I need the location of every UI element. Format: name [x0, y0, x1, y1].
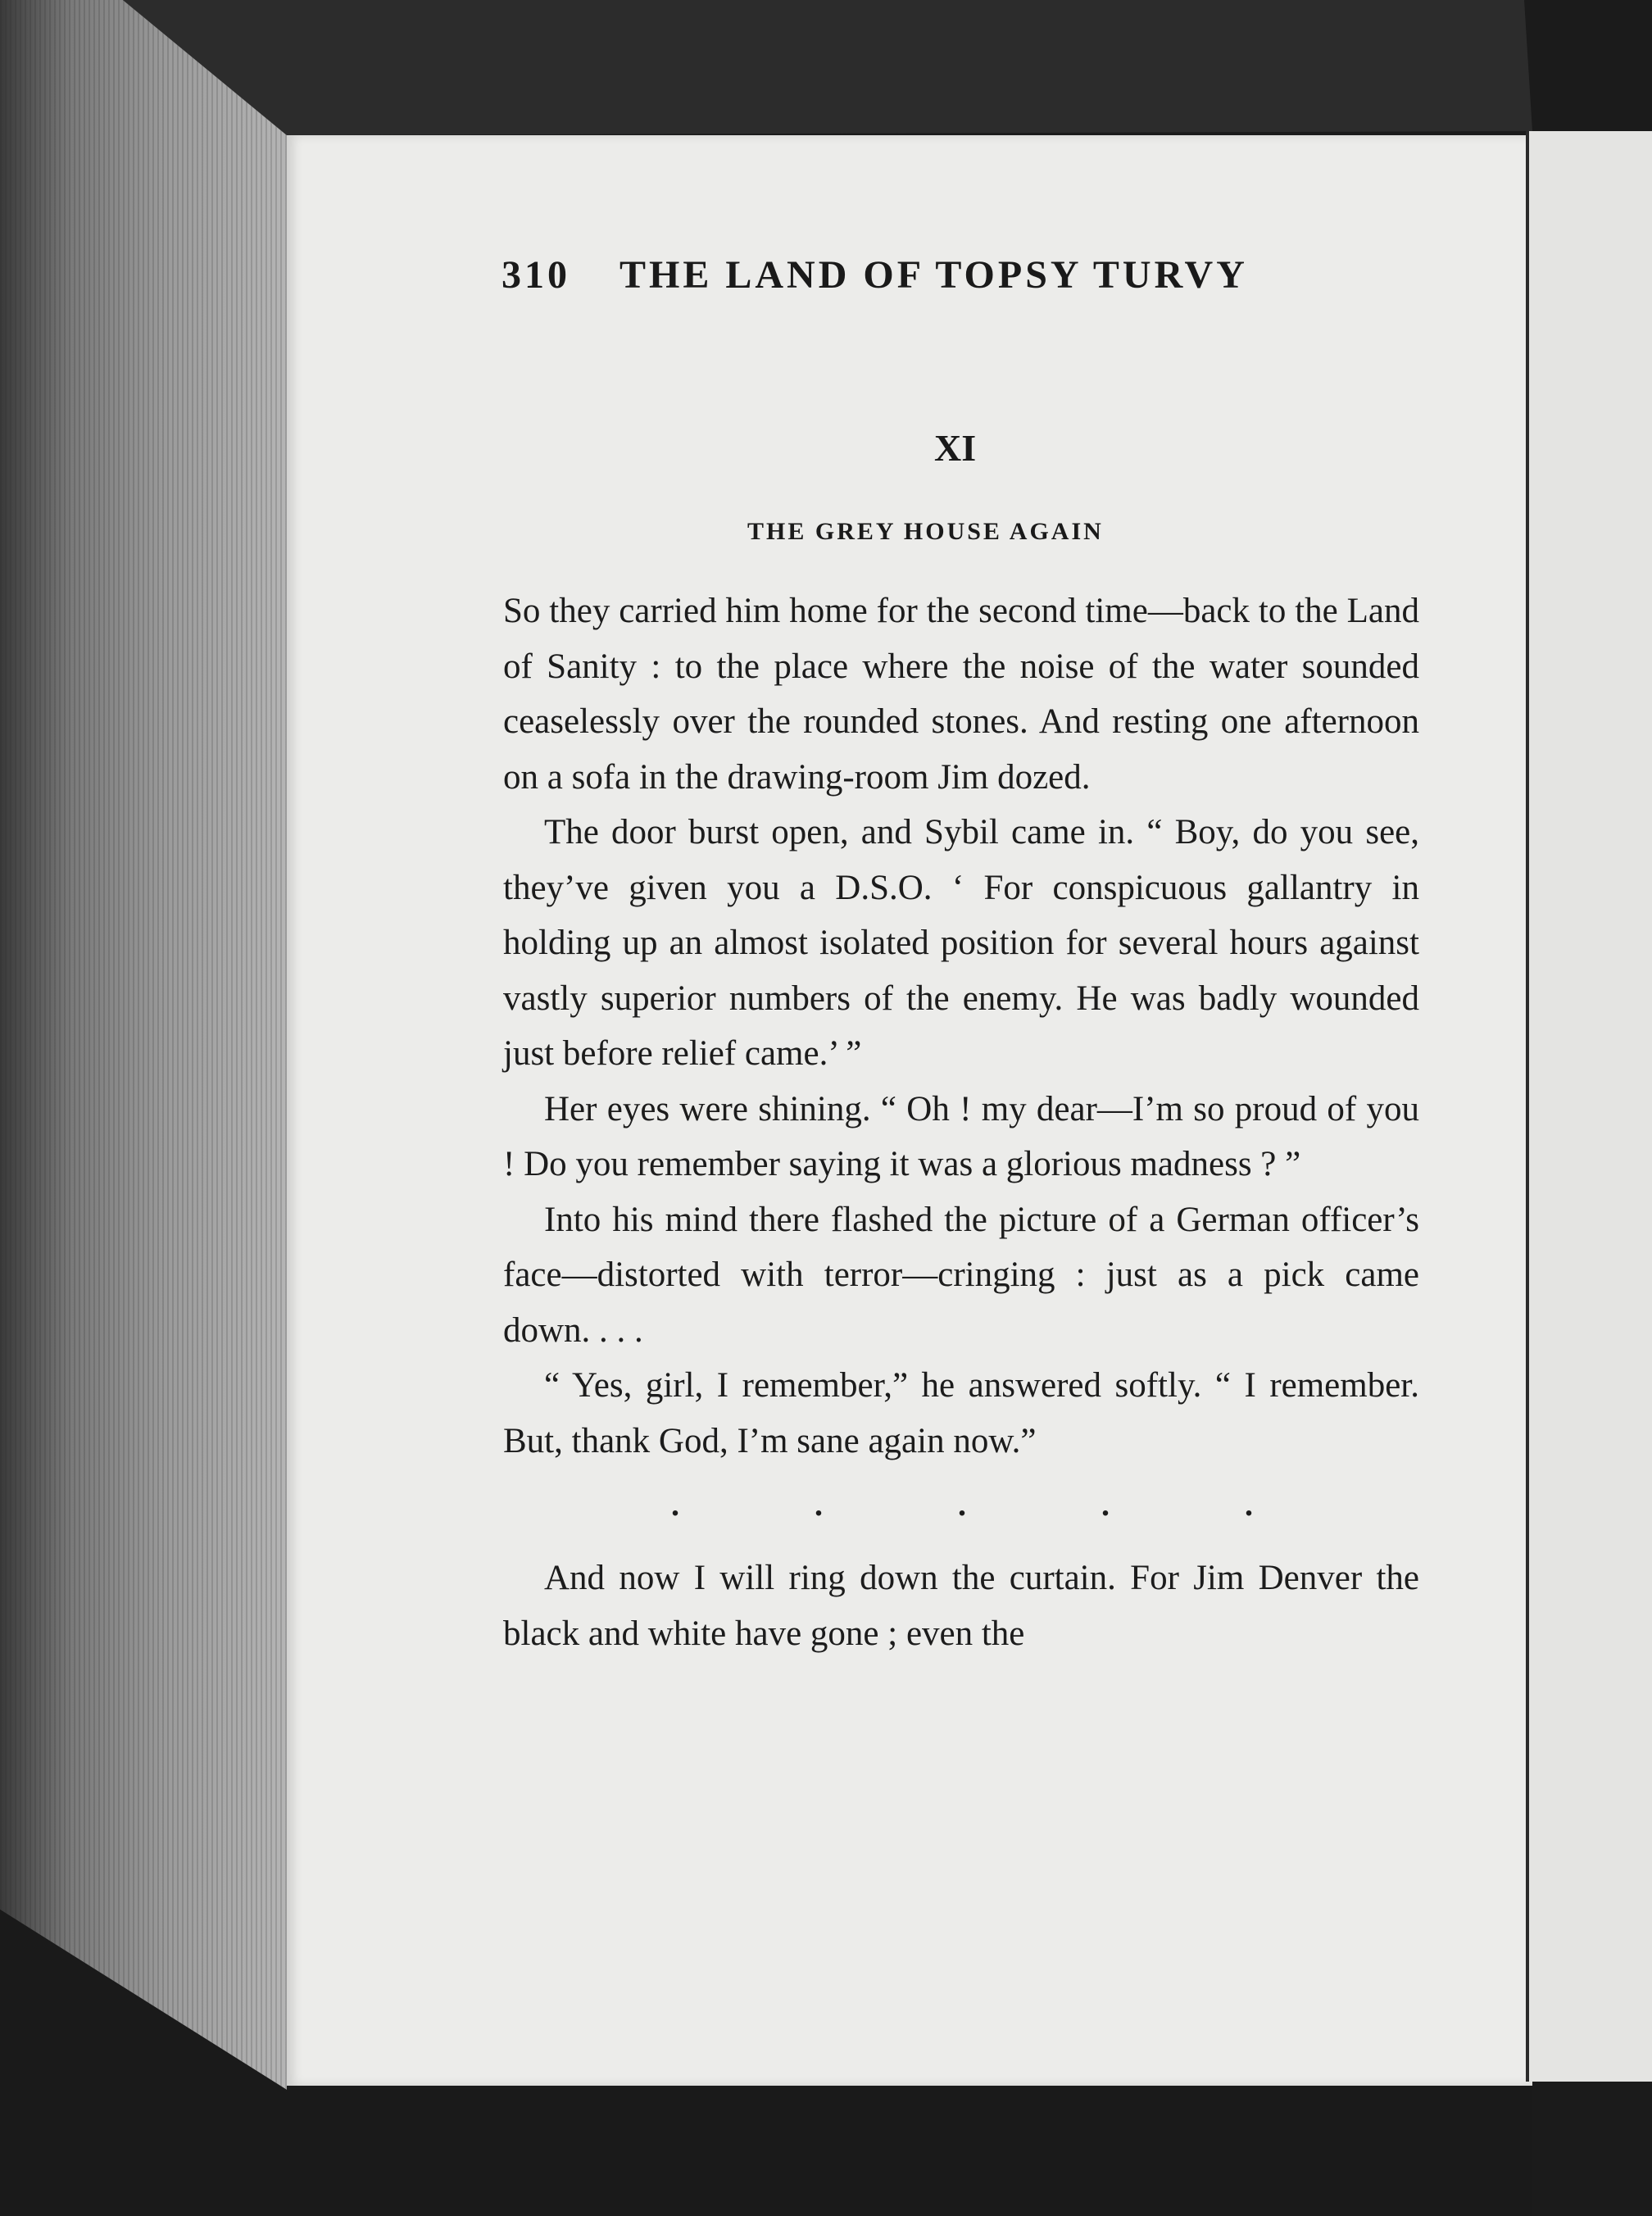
chapter-number: XI: [934, 427, 977, 469]
break-dot: .: [1101, 1486, 1110, 1523]
paragraph: “ Yes, girl, I remember,” he answered softly. “ I remember. But, thank God, I’m sane again now.”: [503, 1366, 1419, 1460]
break-dot: .: [1245, 1486, 1253, 1523]
section-break: [671, 1477, 1253, 1526]
paragraph: And now I will ring down the curtain. For Jim Denver the black and white have gone ; even the: [503, 1559, 1419, 1653]
page-number: 310: [502, 253, 570, 297]
break-dot: .: [671, 1486, 679, 1523]
chapter-title: THE GREY HOUSE AGAIN: [747, 518, 1104, 545]
paragraph: Into his mind there flashed the picture of a German officer’s face—distorted with terror—cringing : just as a pick came down. . . .: [503, 1200, 1419, 1350]
break-dot: .: [815, 1486, 823, 1523]
paragraph: The door burst open, and Sybil came in. “ Boy, do you see, they’ve given you a D.S.O. ‘ For conspicuous gallantry in holding up an almost isolated position for several hours against vastly superior numbers of the enemy. He was badly wounded just before relief came.’ ”: [503, 813, 1419, 1073]
paragraph: So they carried him home for the second time—back to the Land of Sanity : to the place where the noise of the water sounded ceaselessly over the rounded stones. And resting one afternoon on a sofa in the drawing-room Jim dozed.: [503, 592, 1419, 797]
paragraph: Her eyes were shining. “ Oh ! my dear—I’m so proud of you ! Do you remember saying it was a glorious madness ? ”: [503, 1089, 1419, 1183]
running-head: [502, 252, 1248, 297]
break-dot: .: [958, 1486, 966, 1523]
facing-page-edge: [1526, 131, 1652, 2082]
body-text: [503, 584, 1419, 1661]
book-title: THE LAND OF TOPSY TURVY: [620, 253, 1248, 297]
